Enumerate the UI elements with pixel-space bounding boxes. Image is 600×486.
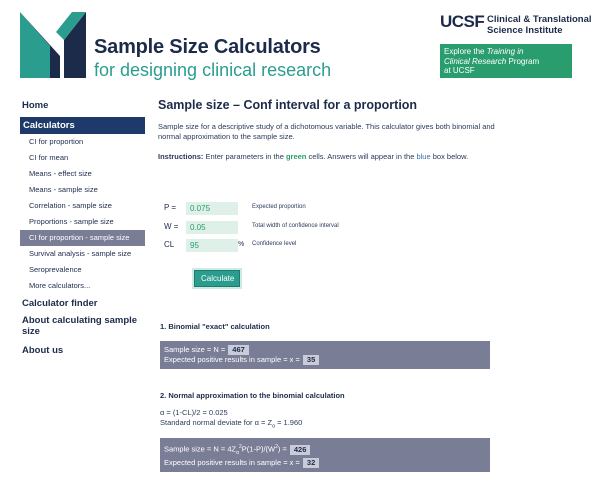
- instructions-label: Instructions:: [158, 152, 204, 161]
- param-label: W =: [164, 222, 179, 231]
- banner-text-post: at UCSF: [444, 66, 475, 75]
- instructions-text-c: box below.: [430, 152, 469, 161]
- binomial-result-box: [160, 341, 490, 369]
- result-label: Sample size = N =: [164, 345, 226, 354]
- n-formula-b: P(1-P)/(W: [241, 444, 276, 454]
- instructions-text-b: cells. Answers will appear in the: [306, 152, 417, 161]
- sidebar-item[interactable]: CI for proportion - sample size: [20, 230, 145, 246]
- sidebar-item[interactable]: Survival analysis - sample size: [29, 249, 132, 258]
- binomial-x-row: [164, 355, 486, 365]
- n-formula-c: ) =: [277, 444, 287, 454]
- nav-about-us[interactable]: About us: [22, 345, 64, 356]
- alpha-formula: α = (1-CL)/2 = 0.025: [160, 408, 228, 417]
- banner-text-em1: Training in: [486, 47, 524, 56]
- param-label: P =: [164, 203, 177, 212]
- sidebar-item[interactable]: Means - sample size: [29, 185, 98, 194]
- sidebar-item[interactable]: More calculators...: [29, 281, 91, 290]
- instructions-text-a: Enter parameters in the: [203, 152, 286, 161]
- calculator-description: Sample size for a descriptive study of a dichotomous variable. This calculator gives both binomial and normal approximation to the sample size.: [158, 122, 495, 141]
- calculate-button[interactable]: Calculate: [194, 270, 240, 287]
- sidebar-item[interactable]: Proportions - sample size: [29, 217, 114, 226]
- n-formula-sup: 2: [239, 444, 242, 450]
- nav-about-calculating[interactable]: About calculating sample size: [22, 315, 138, 337]
- z-subscript: α: [272, 423, 275, 430]
- n-formula-a: Sample size = N = 4Z: [164, 444, 237, 454]
- ctsi-line-1: Clinical & Translational: [487, 14, 592, 25]
- width-input[interactable]: [186, 221, 238, 234]
- page-title: Sample size – Conf interval for a proportion: [158, 98, 418, 112]
- nav-calculator-finder[interactable]: Calculator finder: [22, 298, 98, 309]
- param-desc: Confidence level: [252, 241, 297, 247]
- param-desc: Total width of confidence interval: [252, 223, 339, 229]
- proportion-input[interactable]: [186, 202, 238, 215]
- z-formula: [160, 418, 302, 432]
- instructions-blue-word: blue: [416, 152, 431, 161]
- param-desc: Expected proportion: [252, 204, 306, 210]
- instructions-green-word: green: [285, 152, 307, 161]
- normal-x-value: 32: [303, 458, 319, 468]
- z-text-b: = 1.960: [275, 418, 303, 427]
- z-text-a: Standard normal deviate for α = Z: [160, 418, 273, 427]
- n-formula-sub: α: [236, 450, 240, 456]
- binomial-n-row: [164, 345, 486, 355]
- training-banner[interactable]: [440, 44, 572, 78]
- ctsi-line-2: Science Institute: [487, 25, 563, 36]
- sidebar-nav: [20, 98, 145, 358]
- binomial-x-value: 35: [303, 355, 319, 365]
- site-subtitle: for designing clinical research: [94, 60, 332, 80]
- result-label: Expected positive results in sample = x =: [164, 458, 300, 467]
- ctsi-name[interactable]: [487, 14, 592, 36]
- sidebar-item[interactable]: CI for proportion: [29, 137, 84, 146]
- banner-text-em2: Clinical Research: [444, 56, 507, 66]
- nav-calculator-list: [20, 134, 145, 294]
- sidebar-item[interactable]: Seroprevalence: [29, 265, 82, 274]
- result-label: Expected positive results in sample = x =: [164, 355, 300, 364]
- confidence-level-input[interactable]: [186, 239, 238, 252]
- sidebar-item[interactable]: Means - effect size: [29, 169, 92, 178]
- binomial-n-value: 467: [228, 345, 249, 355]
- section-binomial-heading: 1. Binomial "exact" calculation: [160, 322, 270, 331]
- section-normal-heading: 2. Normal approximation to the binomial calculation: [160, 391, 345, 400]
- normal-result-box: [160, 438, 490, 472]
- nav-calculators[interactable]: Calculators: [20, 117, 145, 134]
- param-unit: %: [238, 241, 245, 248]
- sidebar-item[interactable]: CI for mean: [29, 153, 69, 162]
- n-formula-sup2: 2: [275, 444, 278, 450]
- normal-n-row: [164, 442, 486, 458]
- ucsf-logo[interactable]: UCSF: [440, 12, 485, 31]
- site-title: Sample Size Calculators: [94, 36, 321, 58]
- nav-home[interactable]: Home: [22, 100, 49, 111]
- normal-n-value: 426: [290, 445, 311, 455]
- banner-text-mid: Program: [506, 56, 540, 66]
- banner-text-pre: Explore the: [444, 47, 487, 56]
- normal-x-row: [164, 458, 486, 468]
- site-logo-icon: [20, 12, 86, 78]
- instructions: [158, 152, 518, 162]
- sidebar-item[interactable]: Correlation - sample size: [29, 201, 112, 210]
- param-label: CL: [164, 240, 175, 249]
